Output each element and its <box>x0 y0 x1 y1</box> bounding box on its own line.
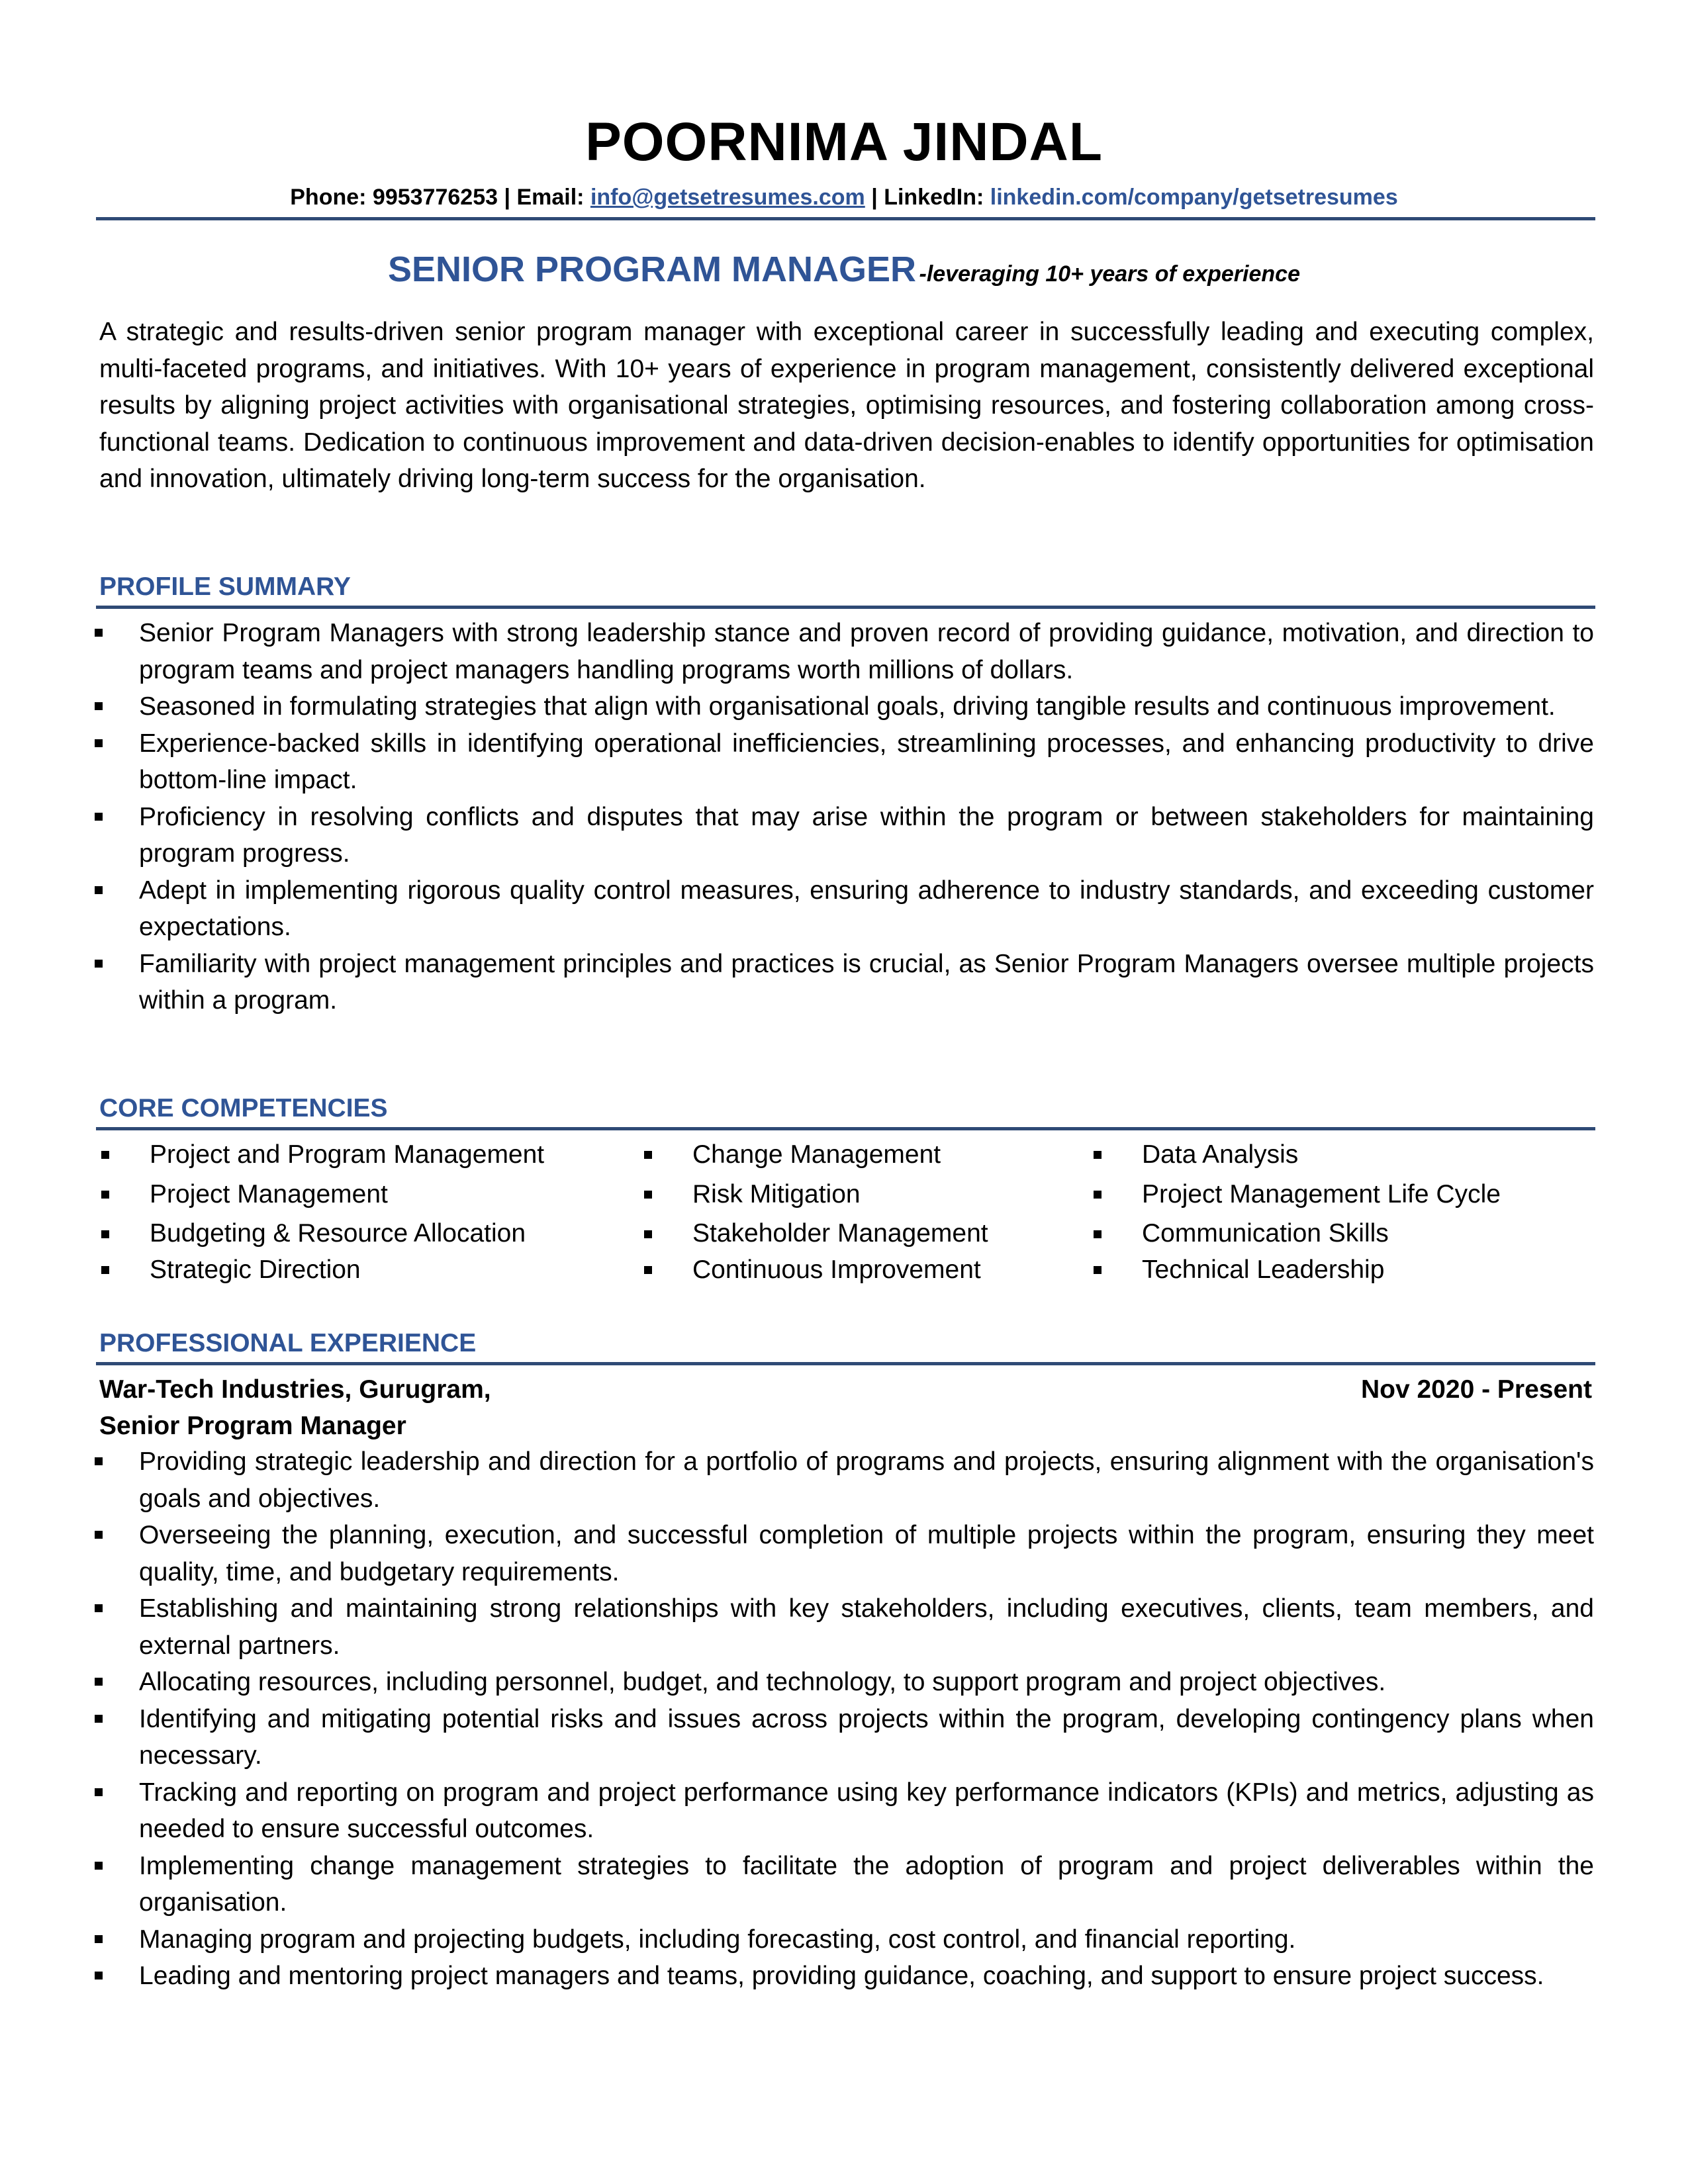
profile-summary-list <box>99 615 1594 1019</box>
competency-text: Communication Skills <box>1142 1219 1389 1248</box>
competency-item <box>99 1135 544 1175</box>
headline <box>0 246 1688 293</box>
list-item-text: Identifying and mitigating potential risks and issues across projects within the program, developing contingency plans when necessary. <box>139 1704 1594 1770</box>
competency-text: Strategic Direction <box>150 1255 361 1284</box>
competency-item <box>1092 1175 1501 1214</box>
candidate-name: POORNIMA JINDAL <box>585 112 1103 172</box>
job-header <box>99 1371 1592 1408</box>
summary-paragraph: A strategic and results-driven senior program manager with exceptional career in successfully leading and executing complex, multi-faceted programs, and initiatives. With 10+ years of experience in program management, consistently delivered exceptional results by aligning project activities with organisational strategies, optimising resources, and fostering collaboration among cross-functional teams. Dedication to continuous improvement and data-driven decision-enables to identify opportunities for optimisation and innovation, ultimately driving long-term success for the organisation. <box>99 318 1594 493</box>
section-divider <box>96 606 1595 609</box>
list-item <box>99 1664 1594 1701</box>
section-title-profile-summary: PROFILE SUMMARY <box>99 572 351 601</box>
competencies-column-3 <box>1092 1135 1501 1287</box>
bullet-icon <box>95 1457 103 1465</box>
list-item <box>99 1921 1594 1958</box>
bullet-icon <box>95 1531 103 1539</box>
email-link[interactable]: info@getsetresumes.com <box>590 185 865 210</box>
experience-list <box>99 1443 1594 1995</box>
linkedin-label: LinkedIn: <box>884 185 984 210</box>
header-divider <box>96 217 1595 220</box>
list-item-text: Allocating resources, including personnel, budget, and technology, to support program and project objectives. <box>139 1668 1386 1696</box>
bullet-icon <box>1094 1266 1102 1274</box>
list-item-text: Implementing change management strategies to facilitate the adoption of program and project deliverables within the organisation. <box>139 1851 1594 1917</box>
bullet-icon <box>95 1604 103 1612</box>
job-role: Senior Program Manager <box>99 1412 406 1440</box>
competency-text: Project Management Life Cycle <box>1142 1180 1501 1208</box>
bullet-icon <box>101 1230 109 1238</box>
list-item <box>99 1701 1594 1774</box>
phone-label: Phone: <box>290 185 367 210</box>
section-divider <box>96 1127 1595 1130</box>
competency-item <box>1092 1253 1501 1287</box>
bullet-icon <box>95 1788 103 1796</box>
list-item-text: Managing program and projecting budgets, including forecasting, cost control, and financial reporting. <box>139 1925 1296 1954</box>
bullet-icon <box>644 1151 652 1159</box>
competency-item <box>642 1175 988 1214</box>
competency-item <box>1092 1135 1501 1175</box>
list-item <box>99 1848 1594 1921</box>
bullet-icon <box>1094 1230 1102 1238</box>
bullet-icon <box>95 1715 103 1723</box>
phone-number: 9953776253 <box>372 185 498 210</box>
bullet-icon <box>95 629 103 637</box>
list-item <box>99 1774 1594 1848</box>
competencies-column-2 <box>642 1135 988 1287</box>
contact-line <box>0 183 1688 212</box>
competency-item <box>642 1214 988 1253</box>
headline-title: SENIOR PROGRAM MANAGER <box>388 250 917 289</box>
competency-text: Project and Program Management <box>150 1140 545 1169</box>
bullet-icon <box>101 1266 109 1274</box>
list-item-text: Proficiency in resolving conflicts and disputes that may arise within the program or between stakeholders for maintaining program progress. <box>139 802 1594 868</box>
bullet-icon <box>644 1191 652 1199</box>
competency-item <box>642 1253 988 1287</box>
list-item-text: Familiarity with project management principles and practices is crucial, as Senior Program Managers oversee multiple projects within a program. <box>139 949 1594 1015</box>
bullet-icon <box>95 739 103 747</box>
section-divider <box>96 1362 1595 1365</box>
bullet-icon <box>95 702 103 710</box>
bullet-icon <box>1094 1151 1102 1159</box>
section-title-professional-experience: PROFESSIONAL EXPERIENCE <box>99 1329 477 1357</box>
list-item-text: Experience-backed skills in identifying operational inefficiencies, streamlining processes, and enhancing productivity to drive bottom-line impact. <box>139 729 1594 794</box>
list-item <box>99 872 1594 946</box>
bullet-icon <box>101 1151 109 1159</box>
bullet-icon <box>95 813 103 821</box>
contact-separator: | <box>504 185 510 210</box>
list-item <box>99 1958 1594 1995</box>
competency-text: Data Analysis <box>1142 1140 1299 1169</box>
bullet-icon <box>644 1266 652 1274</box>
list-item-text: Establishing and maintaining strong relationships with key stakeholders, including executives, clients, team members, and external partners. <box>139 1594 1594 1660</box>
linkedin-link[interactable]: linkedin.com/company/getsetresumes <box>990 185 1398 210</box>
competency-item <box>99 1175 544 1214</box>
bullet-icon <box>95 1972 103 1979</box>
bullet-icon <box>101 1191 109 1199</box>
bullet-icon <box>95 1678 103 1686</box>
competency-text: Budgeting & Resource Allocation <box>150 1219 526 1248</box>
bullet-icon <box>95 1935 103 1943</box>
list-item-text: Senior Program Managers with strong leadership stance and proven record of providing guidance, motivation, and direction to program teams and project managers handling programs worth millions of dollars. <box>139 619 1594 684</box>
list-item <box>99 1517 1594 1590</box>
list-item <box>99 1590 1594 1664</box>
competency-item <box>99 1214 544 1253</box>
list-item-text: Adept in implementing rigorous quality control measures, ensuring adherence to industry standards, and exceeding customer expectations. <box>139 876 1594 941</box>
bullet-icon <box>95 1862 103 1870</box>
competency-text: Continuous Improvement <box>692 1255 981 1284</box>
contact-separator: | <box>871 185 878 210</box>
job-company: War-Tech Industries, Gurugram, <box>99 1375 491 1404</box>
competency-item <box>642 1135 988 1175</box>
bullet-icon <box>95 886 103 894</box>
list-item <box>99 946 1594 1019</box>
competency-text: Technical Leadership <box>1142 1255 1385 1284</box>
competency-text: Risk Mitigation <box>692 1180 861 1208</box>
list-item-text: Tracking and reporting on program and project performance using key performance indicators (KPIs) and metrics, adjusting as needed to ensure successful outcomes. <box>139 1778 1594 1843</box>
list-item-text: Leading and mentoring project managers and teams, providing guidance, coaching, and support to ensure project success. <box>139 1962 1544 1990</box>
list-item <box>99 799 1594 872</box>
job-role-row <box>99 1408 1592 1444</box>
list-item <box>99 615 1594 688</box>
list-item <box>99 725 1594 799</box>
list-item-text: Overseeing the planning, execution, and successful completion of multiple projects within the program, ensuring they meet quality, time, and budgetary requirements. <box>139 1521 1594 1586</box>
competency-text: Stakeholder Management <box>692 1219 988 1248</box>
bullet-icon <box>644 1230 652 1238</box>
competency-text: Project Management <box>150 1180 388 1208</box>
list-item <box>99 688 1594 725</box>
competency-item <box>99 1253 544 1287</box>
bullet-icon <box>1094 1191 1102 1199</box>
list-item <box>99 1443 1594 1517</box>
job-dates: Nov 2020 - Present <box>1360 1375 1592 1404</box>
headline-tagline: -leveraging 10+ years of experience <box>919 261 1300 287</box>
list-item-text: Seasoned in formulating strategies that align with organisational goals, driving tangible results and continuous improvement. <box>139 692 1556 721</box>
competency-text: Change Management <box>692 1140 941 1169</box>
competency-item <box>1092 1214 1501 1253</box>
email-label: Email: <box>516 185 585 210</box>
list-item-text: Providing strategic leadership and direction for a portfolio of programs and projects, ensuring alignment with the organisation's goals and objectives. <box>139 1447 1594 1513</box>
competencies-column-1 <box>99 1135 544 1287</box>
section-title-core-competencies: CORE COMPETENCIES <box>99 1094 388 1122</box>
bullet-icon <box>95 960 103 968</box>
